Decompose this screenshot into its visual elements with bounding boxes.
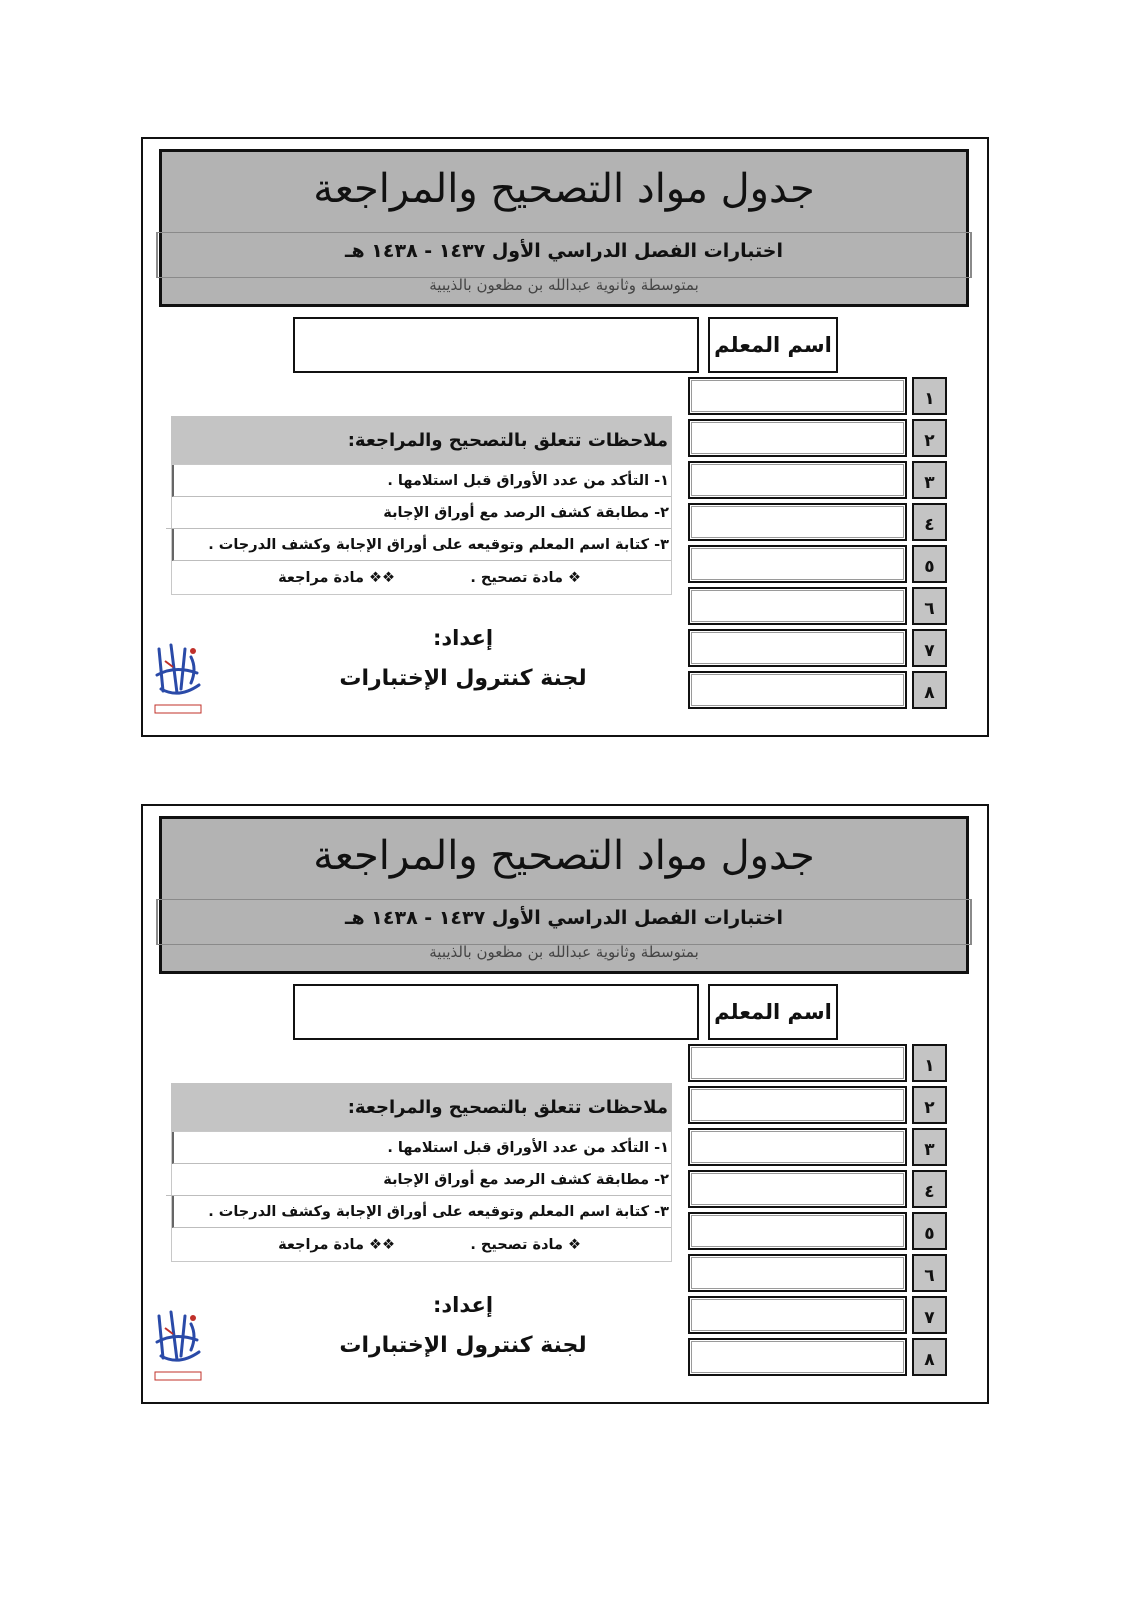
entry-cell[interactable] (688, 1044, 907, 1082)
entry-cell[interactable] (688, 1296, 907, 1334)
notes-box (171, 464, 672, 595)
card-header (159, 149, 969, 307)
legend (172, 561, 671, 595)
row-number: ٣ (912, 1128, 947, 1166)
legend-review: ❖❖ مادة مراجعة (278, 570, 395, 586)
row-number: ٢ (912, 419, 947, 457)
prepared-label: إعداد: (432, 626, 494, 650)
legend-correction: ❖ مادة تصحيح . (470, 1237, 581, 1253)
note-item: ٣- كتابة اسم المعلم وتوقيعه على أوراق الإجابة وكشف الدرجات . (172, 529, 671, 561)
legend-correction: ❖ مادة تصحيح . (470, 570, 581, 586)
note-item: ١- التأكد من عدد الأوراق قبل استلامها . (172, 465, 671, 497)
calligraphy-logo-icon (151, 1306, 205, 1386)
school-name: بمتوسطة وثانوية عبدالله بن مظعون بالذيبية (429, 276, 699, 294)
teacher-name-label: اسم المعلم (708, 984, 838, 1040)
entry-cell[interactable] (688, 629, 907, 667)
teacher-name-field[interactable] (293, 984, 699, 1040)
note-item: ٢- مطابقة كشف الرصد مع أوراق الإجابة (166, 1164, 671, 1196)
row-number: ٦ (912, 1254, 947, 1292)
entry-cell[interactable] (688, 461, 907, 499)
exam-subtitle: اختبارات الفصل الدراسي الأول ١٤٣٧ - ١٤٣٨ هـ (345, 907, 783, 929)
school-name: بمتوسطة وثانوية عبدالله بن مظعون بالذيبية (429, 943, 699, 961)
row-number: ٥ (912, 1212, 947, 1250)
exam-subtitle: اختبارات الفصل الدراسي الأول ١٤٣٧ - ١٤٣٨ هـ (345, 240, 783, 262)
notes-title: ملاحظات تتعلق بالتصحيح والمراجعة: (171, 1083, 672, 1131)
entry-cell[interactable] (688, 587, 907, 625)
entry-cell[interactable] (688, 1212, 907, 1250)
teacher-name-field[interactable] (293, 317, 699, 373)
row-number: ١ (912, 1044, 947, 1082)
entry-cell[interactable] (688, 545, 907, 583)
entry-cell[interactable] (688, 1254, 907, 1292)
entry-cell[interactable] (688, 671, 907, 709)
note-item: ٣- كتابة اسم المعلم وتوقيعه على أوراق الإجابة وكشف الدرجات . (172, 1196, 671, 1228)
correction-card-2 (141, 804, 989, 1404)
row-number: ٢ (912, 1086, 947, 1124)
card-header (159, 816, 969, 974)
prepared-by: لجنة كنترول الإختبارات (339, 666, 587, 691)
row-number: ٧ (912, 1296, 947, 1334)
entry-cell[interactable] (688, 1086, 907, 1124)
calligraphy-logo-icon (151, 639, 205, 719)
row-number: ٧ (912, 629, 947, 667)
teacher-name-label: اسم المعلم (708, 317, 838, 373)
prepared-label: إعداد: (432, 1293, 494, 1317)
entry-cell[interactable] (688, 419, 907, 457)
row-number: ٣ (912, 461, 947, 499)
note-item: ٢- مطابقة كشف الرصد مع أوراق الإجابة (166, 497, 671, 529)
row-number: ٦ (912, 587, 947, 625)
notes-box (171, 1131, 672, 1262)
legend-review: ❖❖ مادة مراجعة (278, 1237, 395, 1253)
legend (172, 1228, 671, 1262)
note-item: ١- التأكد من عدد الأوراق قبل استلامها . (172, 1132, 671, 1164)
entry-cell[interactable] (688, 1128, 907, 1166)
row-number: ٨ (912, 1338, 947, 1376)
notes-title: ملاحظات تتعلق بالتصحيح والمراجعة: (171, 416, 672, 464)
entry-cell[interactable] (688, 1338, 907, 1376)
entry-cell[interactable] (688, 377, 907, 415)
entry-cell[interactable] (688, 1170, 907, 1208)
row-number: ٤ (912, 503, 947, 541)
row-number: ٥ (912, 545, 947, 583)
prepared-by: لجنة كنترول الإختبارات (339, 1333, 587, 1358)
correction-card-1 (141, 137, 989, 737)
row-number: ٤ (912, 1170, 947, 1208)
row-number: ٨ (912, 671, 947, 709)
entry-cell[interactable] (688, 503, 907, 541)
row-number: ١ (912, 377, 947, 415)
card-title: جدول مواد التصحيح والمراجعة (313, 833, 815, 879)
card-title: جدول مواد التصحيح والمراجعة (313, 166, 815, 212)
